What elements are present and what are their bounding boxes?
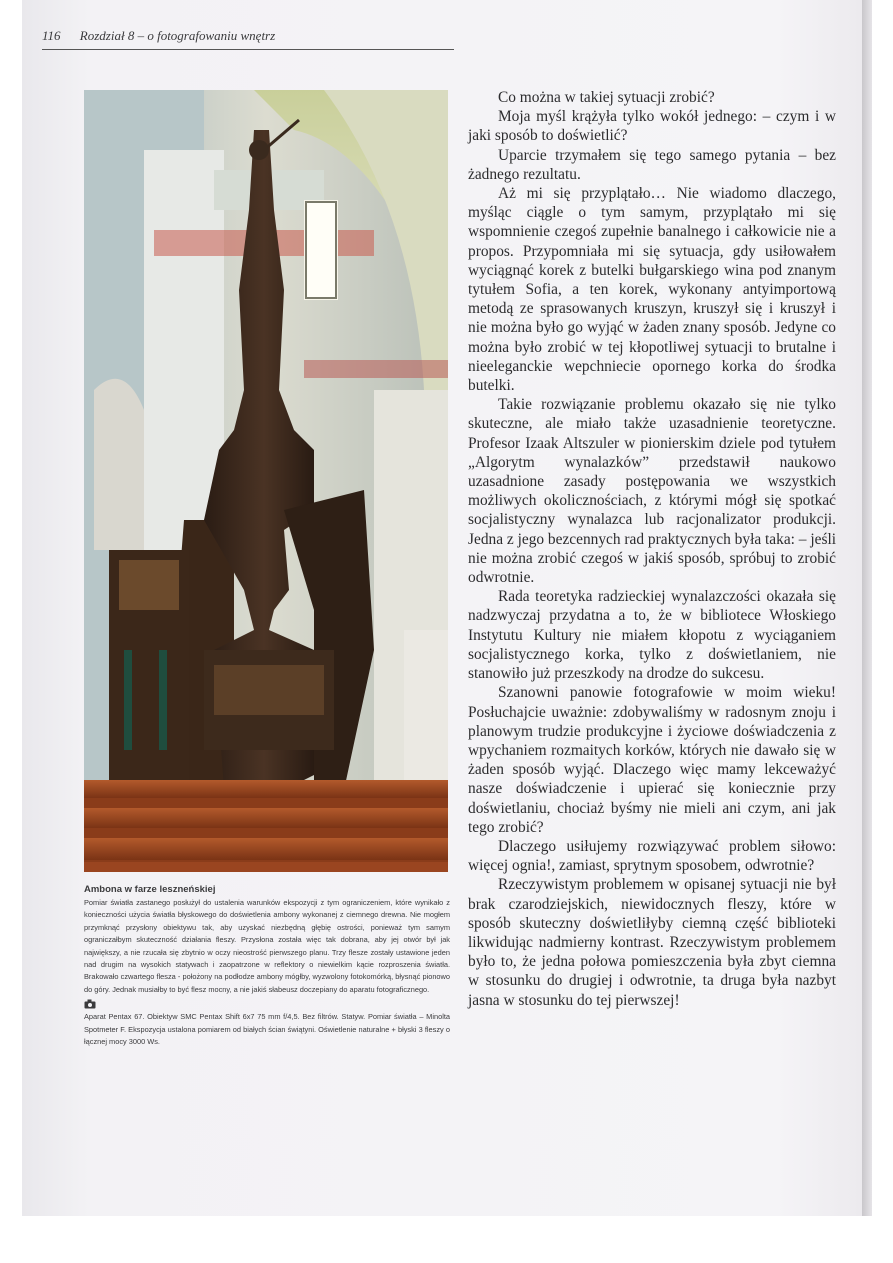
article-paragraph: Rzeczywistym problemem w opisanej sytuacji nie był brak czarodziejskich, niewidocznych fleszy, które w sposób skuteczny doświetliłyby ciemną część biblioteki likwidując nadmierny kontrast. Rzeczywistym problemem było to, że jedna połowa pomieszczenia była zbyt ciemna w stosunku do drugiej i odwrotnie, ta druga była nazbyt jasna w stosunku do tej pierwszej! (468, 876, 836, 1009)
caption-text: Pomiar światła zastanego posłużył do ustalenia warunków ekspozycji z tym ograniczeniem, które wynikało z konieczności użycia światła błyskowego do doświetlenia ambony wykonanej z ciemnego drewna. Nie mogłem przymknąć przysłony obiektywu tak, aby uzyskać niezbędną głębię ostrości, ponieważ tym samym ograniczałbym skuteczność działania fleszy. Przysłona została więc tak dobrana, aby jej otwór był jak największy, a nie rzucała się zbytnio w oczy nieostrość pierwszego planu. Trzy flesze zostały ustawione jeden nad drugim na wysokich statywach i zaopatrzone w reflektory o niewielkim kącie rozproszenia światła. Brakowało czwartego flesza - położony na podłodze ambony mógłby, wyzwolony fotokomórką, błysnąć pionowo do góry. Jednak musiałby to być flesz mocny, a nie jakiś słabeusz doczepiany do aparatu fotograficznego. (84, 898, 450, 994)
page-number: 116 (42, 28, 61, 43)
caption-title: Ambona w farze leszneńskiej (84, 884, 216, 895)
caption-tech-text: Aparat Pentax 67. Obiektyw SMC Pentax Shift 6x7 75 mm f/4,5. Bez filtrów. Statyw. Pomiar światła – Minolta Spotmeter F. Ekspozycja ustalona pomiarem od białych ścian świątyni. Oświetlenie naturalne + błyski 3 fleszy o łącznej mocy 3000 Ws. (84, 1012, 450, 1047)
article-paragraph: Co można w takiej sytuacji zrobić? (498, 89, 715, 106)
article-body (468, 88, 836, 1010)
article-paragraph: Uparcie trzymałem się tego samego pytania – bez żadnego rezultatu. (468, 146, 836, 183)
church-pulpit-photo (84, 90, 448, 872)
article-paragraph: Dlaczego usiłujemy rozwiązywać problem siłowo: więcej ognia!, zamiast, sprytnym sposobem, odwrotnie? (468, 837, 836, 875)
camera-icon (84, 999, 96, 1009)
article-paragraph: Aż mi się przyplątało… Nie wiadomo dlaczego, myśląc ciągle o tym samym, przyplątało mi się wspomnienie czegoś zupełnie banalnego i całkowicie nie a propos. Przypomniała mi się sytuacja, gdy usiłowałem wyciągnąć korek z butelki bułgarskiego wina pod znanym tytułem Sofia, a ten korek, wykonany antyimportową metodą ze sprasowanych kruszyn, kruszył się i kruszył i nie można było go wyjąć w żaden znany sposób. Jedyne co można było zrobić w tej kłopotliwej sytuacji to brutalne i nieeleganckie wepchniecie opornego korka do środka butelki. (468, 185, 836, 395)
running-title: Rozdział 8 – o fotografowaniu wnętrz (79, 28, 276, 43)
photo-caption (84, 884, 450, 1048)
pulpit-illustration (84, 90, 448, 872)
page-edge (862, 0, 872, 1216)
article-paragraph: Moja myśl krążyła tylko wokół jednego: – czym i w jaki sposób to doświetlić? (468, 108, 836, 145)
article-paragraph: Rada teoretyka radzieckiej wynalazczości okazała się nadzwyczaj przydatna a to, że w bibliotece Włoskiego Instytutu Kultury nie miałem kłopotu z wyciąganiem socjalistycznego korka, tylko z doświetlaniem, nie stanowiło już przeszkody na drodze do sukcesu. (468, 588, 836, 683)
article-paragraph: Szanowni panowie fotografowie w moim wieku! Posłuchajcie uważnie: zdobywaliśmy w radosnym znoju i planowym trudzie produkcyjne i życiowe doświadczenia z wpychaniem rozmaitych korków, których nie dawało się w żaden sposób wyjąć. Dlaczego więc mamy lekceważyć nasze doświadczenie i upierać się koniecznie przy doświetlaniu, chociaż byśmy nie mieli ani czym, ani jak tego zrobić? (468, 684, 836, 836)
running-header (42, 28, 275, 44)
header-rule (42, 49, 454, 50)
article-paragraph: Takie rozwiązanie problemu okazało się nie tylko skuteczne, ale miało także uzasadnienie teoretyczne. Profesor Izaak Altszuler w pionierskim dziele pod tytułem „Algorytm wynalazków” przedstawił naukowo uzasadnione zasady postępowania we wszystkich możliwych okolicznościach, z którymi mógł się spotkać socjalistyczny wynalazca lub racjonalizator produkcji. Jedna z jego bezcennych rad praktycznych była taka: – jeśli nie można zrobić czegoś w jakiś sposób, spróbuj to zrobić odwrotnie. (468, 396, 836, 587)
